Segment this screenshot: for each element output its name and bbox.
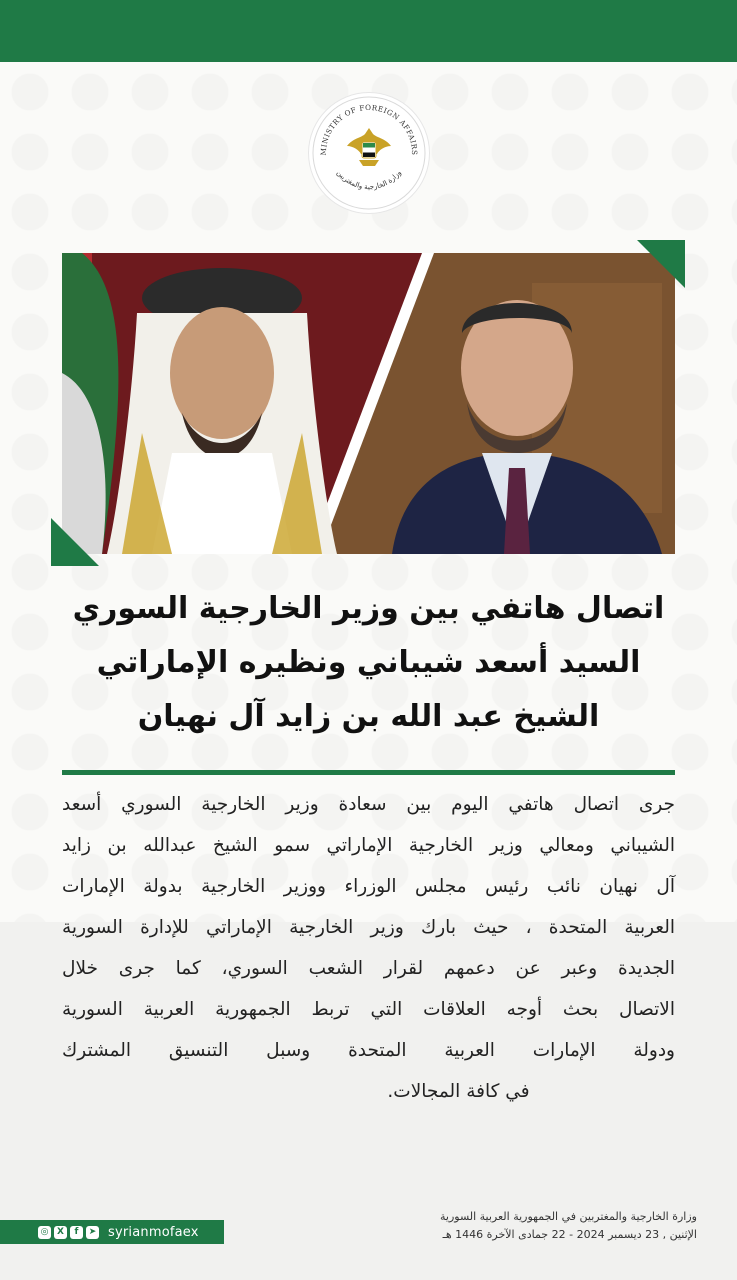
footer-meta xyxy=(440,1208,697,1244)
headline-line-3: الشيخ عبد الله بن زايد آل نهيان xyxy=(137,699,600,734)
body-line: في كافة المجالات. xyxy=(387,1081,530,1102)
social-bar xyxy=(0,1220,224,1244)
body-line: ودولة الإمارات العربية المتحدة وسبل التنسيق المشترك xyxy=(62,1040,675,1061)
instagram-icon[interactable]: ◎ xyxy=(38,1226,51,1239)
ministry-emblem-icon xyxy=(308,92,430,214)
body-line: العربية المتحدة ، حيث بارك وزير الخارجية الإماراتي للإدارة السورية xyxy=(62,917,675,938)
body-line: الجديدة وعبر عن دعمهم لقرار الشعب السوري، كما جرى خلال xyxy=(62,958,675,979)
body-line: آل نهيان نائب رئيس مجلس الوزراء ووزير الخارجية بدولة الإمارات xyxy=(62,876,675,897)
seal-text-ar: وزارة الخارجية والمغتربين xyxy=(335,168,403,192)
seal-text-en: MINISTRY OF FOREIGN AFFAIRS xyxy=(318,102,420,156)
telegram-icon[interactable]: ➤ xyxy=(86,1226,99,1239)
body-line: جرى اتصال هاتفي اليوم بين سعادة وزير الخارجية السوري أسعد xyxy=(62,794,675,815)
svg-text:وزارة الخارجية والمغتربين xyxy=(335,169,403,191)
headline-divider xyxy=(62,770,675,775)
top-green-band xyxy=(0,0,737,62)
body-line: الشيباني ومعالي وزير الخارجية الإماراتي سمو الشيخ عبدالله بن زايد xyxy=(62,835,675,856)
facebook-icon[interactable]: f xyxy=(70,1226,83,1239)
corner-accent-top-right xyxy=(637,240,685,288)
article-body xyxy=(62,784,675,1112)
social-handle[interactable]: syrianmofaex xyxy=(108,1224,199,1240)
corner-accent-bottom-left xyxy=(51,518,99,566)
ministry-seal xyxy=(308,92,430,214)
headline-line-1: اتصال هاتفي بين وزير الخارجية السوري xyxy=(72,591,665,626)
headline xyxy=(62,582,675,744)
headline-line-2: السيد أسعد شيباني ونظيره الإماراتي xyxy=(96,645,641,680)
body-line: الاتصال بحث أوجه العلاقات التي تربط الجمهورية العربية السورية xyxy=(62,999,675,1020)
ministers-photo xyxy=(62,253,675,554)
publish-date: الإثنين , 23 ديسمبر 2024 - 22 جمادى الآخرة 1446 هـ xyxy=(442,1228,697,1241)
x-icon[interactable]: X xyxy=(54,1226,67,1239)
ministry-name: وزارة الخارجية والمغتربين في الجمهورية العربية السورية xyxy=(439,1210,697,1223)
